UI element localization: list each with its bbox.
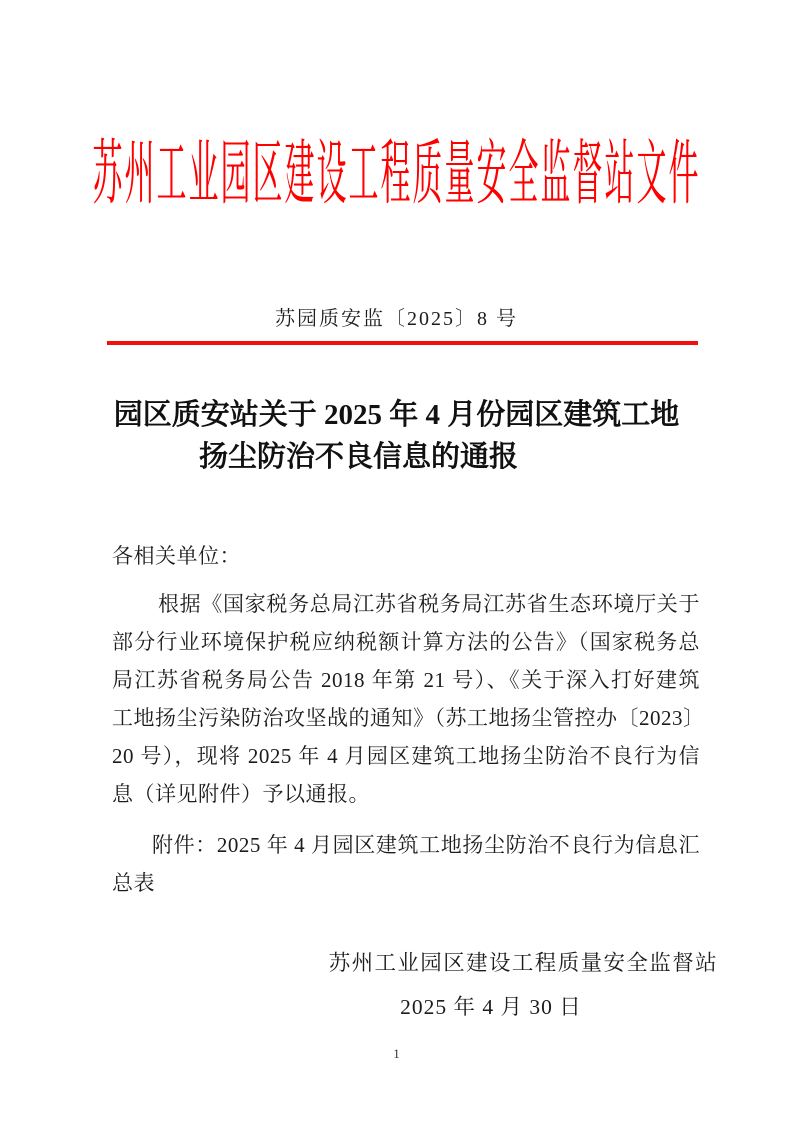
body-line: 根据《国家税务总局江苏省税务局江苏省生态环境厅关于: [158, 592, 700, 616]
body-line: 部分行业环境保护税应纳税额计算方法的公告》（国家税务总: [112, 630, 700, 654]
page-number: 1: [393, 1046, 400, 1061]
body-line: 20 号），现将 2025 年 4 月园区建筑工地扬尘防治不良行为信: [112, 744, 700, 768]
issuing-agency-banner-title: 苏州工业园区建设工程质量安全监督站文件: [92, 136, 701, 214]
document-title: [0, 394, 793, 478]
document-reference-number: 苏园质安监〔2025〕8 号: [275, 308, 518, 330]
document-body: [112, 537, 705, 902]
red-divider-line: [107, 341, 698, 345]
body-line: 息（详见附件）予以通报。: [112, 782, 370, 806]
issue-date: 2025 年 4 月 30 日: [400, 995, 582, 1019]
document-title-line-2: 扬尘防治不良信息的通报: [198, 441, 518, 473]
attachment-line: 附件：2025 年 4 月园区建筑工地扬尘防治不良行为信息汇: [152, 833, 700, 857]
main-paragraph: [112, 585, 705, 813]
red-header-banner: [0, 130, 793, 214]
document-title-line-1: 园区质安站关于 2025 年 4 月份园区建筑工地: [113, 399, 680, 431]
body-line: 局江苏省税务局公告 2018 年第 21 号）、《关于深入打好建筑: [112, 668, 700, 692]
salutation: 各相关单位：: [112, 544, 241, 568]
body-line: 工地扬尘污染防治攻坚战的通知》（苏工地扬尘管控办〔2023〕: [112, 706, 705, 730]
attachment-line: 总表: [112, 871, 155, 895]
issuing-agency-signature: 苏州工业园区建设工程质量安全监督站: [328, 951, 718, 975]
attachment-note: [112, 826, 700, 902]
